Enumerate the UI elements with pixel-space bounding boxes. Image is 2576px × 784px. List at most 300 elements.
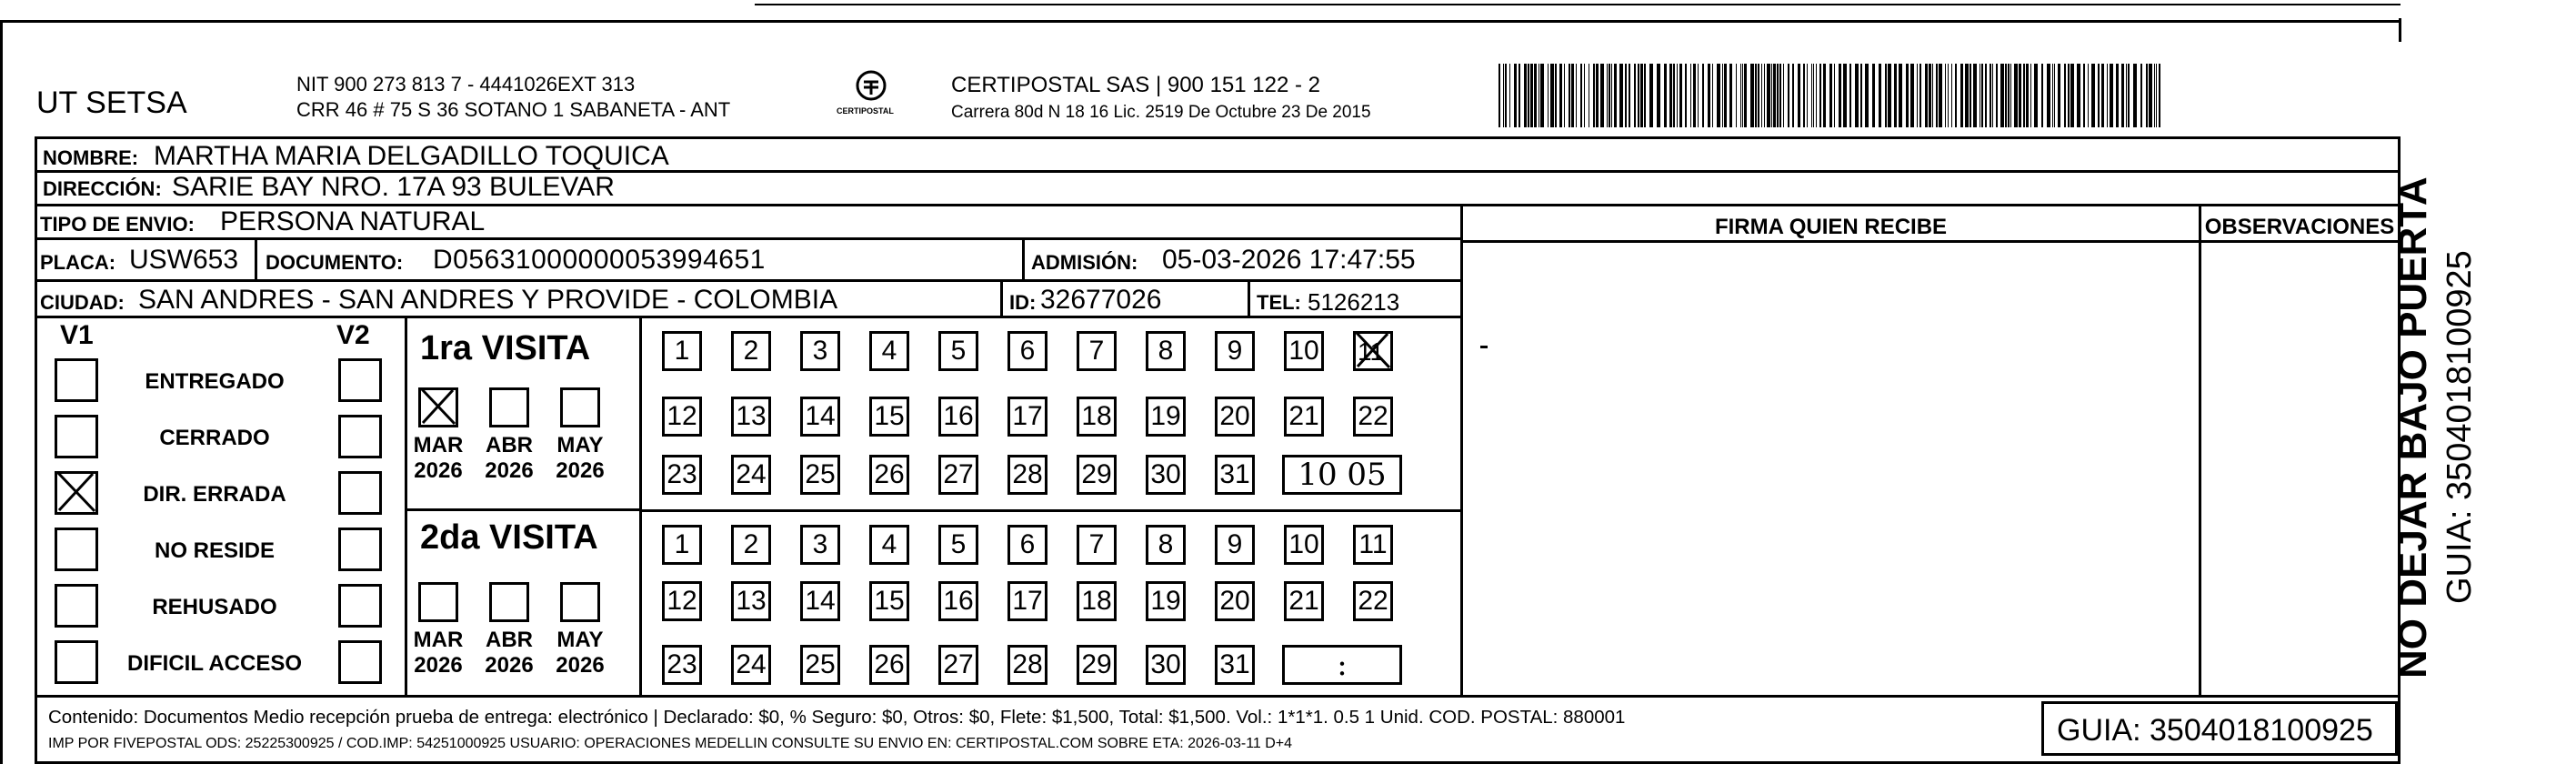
day-box[interactable] (1284, 525, 1324, 565)
barcode-bar (1625, 64, 1627, 127)
month-checkbox[interactable] (489, 582, 529, 622)
barcode-bar (1764, 64, 1765, 127)
barcode-bar (1640, 64, 1643, 127)
month-label (480, 628, 538, 678)
day-box[interactable] (1284, 397, 1324, 437)
v2-checkbox[interactable] (338, 640, 382, 684)
day-number: 17 (1012, 401, 1043, 431)
day-box[interactable] (662, 645, 702, 685)
barcode-bar (1816, 64, 1817, 127)
month-name: MAR (413, 433, 464, 457)
day-box[interactable] (1007, 455, 1047, 495)
day-number: 5 (950, 336, 967, 366)
tel-divider (1248, 282, 1250, 316)
barcode-bar (1829, 64, 1832, 127)
day-box[interactable] (662, 397, 702, 437)
day-box[interactable] (662, 331, 702, 371)
day-number: 26 (874, 459, 905, 489)
day-box[interactable] (869, 645, 909, 685)
barcode-bar (1990, 64, 1991, 127)
barcode-bar (2107, 64, 2108, 127)
status-option-label: REHUSADO (152, 595, 277, 619)
day-number: 9 (1227, 529, 1243, 559)
day-box[interactable] (938, 397, 978, 437)
barcode-bar (2154, 64, 2155, 127)
barcode-bar (1970, 64, 1971, 127)
footer-content: Contenido: Documentos Medio recepción prueba de entrega: electrónico | Declarado: $0, % Seguro: $0, Otros: $0, Flete: $1,500, Total: $1,500. Vol.: 1*1*1. 0.5 1 Unid. COD. POSTAL: 880001 (48, 707, 1626, 728)
barcode-bar (1555, 64, 1557, 127)
v2-checkbox[interactable] (338, 358, 382, 402)
barcode-bar (2101, 64, 2104, 127)
barcode-bar (1985, 64, 1987, 127)
day-number: 17 (1012, 586, 1043, 616)
day-number: 2 (743, 336, 759, 366)
barcode-bar (1584, 64, 1585, 127)
month-year: 2026 (485, 652, 534, 678)
day-box[interactable] (1353, 581, 1393, 621)
barcode-bar (1559, 64, 1562, 127)
barcode-bar (1614, 64, 1617, 127)
day-number: 11 (1358, 529, 1388, 559)
month-name: ABR (486, 628, 533, 652)
day-number: 13 (736, 586, 767, 616)
barcode-bar (1792, 64, 1794, 127)
barcode-bar (2058, 64, 2060, 127)
barcode-bar (2008, 64, 2010, 127)
day-number: 19 (1150, 586, 1181, 616)
time-value: : (1337, 647, 1348, 683)
id-divider (1000, 282, 1003, 316)
day-box[interactable] (869, 455, 909, 495)
day-number: 18 (1081, 586, 1112, 616)
barcode-bar (1564, 64, 1565, 127)
day-box[interactable] (1007, 645, 1047, 685)
barcode-bar (1798, 64, 1800, 127)
day-box[interactable] (1007, 397, 1047, 437)
day-box[interactable] (731, 581, 771, 621)
day-box[interactable] (731, 455, 771, 495)
v1-checkbox[interactable] (55, 358, 98, 402)
barcode-bar (1860, 64, 1862, 127)
barcode-bar (1742, 64, 1743, 127)
barcode-bar (1888, 64, 1891, 127)
tel-label: TEL: (1257, 291, 1301, 314)
barcode-bar (2121, 64, 2124, 127)
barcode-bar (1657, 64, 1660, 127)
day-box[interactable] (800, 455, 840, 495)
day-box[interactable] (1007, 581, 1047, 621)
status-section (35, 318, 407, 698)
barcode-bar (2010, 64, 2011, 127)
barcode-bar (1528, 64, 1529, 127)
month-year: 2026 (556, 652, 605, 678)
barcode-bar (1767, 64, 1770, 127)
barcode-bar (1509, 64, 1510, 127)
day-box[interactable] (1007, 331, 1047, 371)
day-number: 7 (1088, 336, 1105, 366)
barcode-bar (1740, 64, 1741, 127)
day-number: 15 (874, 586, 905, 616)
barcode-bar (1673, 64, 1675, 127)
barcode-bar (1951, 64, 1952, 127)
barcode-bar (1664, 64, 1667, 127)
barcode-bar (1807, 64, 1808, 127)
status-option-label: CERRADO (159, 426, 270, 450)
day-number: 19 (1150, 401, 1181, 431)
day-number: 14 (805, 401, 836, 431)
barcode-bar (1925, 64, 1928, 127)
visit1-days (642, 318, 1460, 509)
visit1-month-block (407, 318, 642, 511)
barcode-bar (1758, 64, 1759, 127)
day-box[interactable] (869, 397, 909, 437)
barcode-bar (2070, 64, 2074, 127)
firma-column-divider (1460, 204, 1463, 698)
day-box[interactable] (1077, 525, 1117, 565)
day-box[interactable] (1077, 645, 1117, 685)
barcode-bar (1698, 64, 1699, 127)
day-box[interactable] (1146, 331, 1186, 371)
day-box[interactable] (938, 581, 978, 621)
day-box[interactable] (1146, 645, 1186, 685)
day-box[interactable] (800, 331, 840, 371)
month-checkbox[interactable] (560, 582, 600, 622)
barcode-bar (1693, 64, 1696, 127)
v2-checkbox[interactable] (338, 528, 382, 571)
barcode-bar (2030, 64, 2031, 127)
day-number: 27 (943, 649, 974, 679)
id-value: 32677026 (1040, 285, 1162, 315)
barcode-bar (1823, 64, 1826, 127)
barcode-bar (1609, 64, 1610, 127)
visit2-days (642, 512, 1460, 698)
barcode-bar (1819, 64, 1821, 127)
day-number: 4 (881, 529, 897, 559)
barcode-bar (1736, 64, 1737, 127)
barcode-bar (1906, 64, 1909, 127)
day-number: 20 (1219, 401, 1250, 431)
day-box[interactable] (1146, 455, 1186, 495)
row-tipo (35, 204, 1462, 240)
day-number: 25 (805, 649, 836, 679)
day-box[interactable] (938, 331, 978, 371)
barcode-bar (1548, 64, 1549, 127)
day-number: 6 (1019, 336, 1036, 366)
side-guia: GUIA: 3504018100925 (2441, 250, 2479, 604)
barcode-bar (1948, 64, 1949, 127)
firma-dash (1480, 346, 1488, 348)
day-number: 22 (1358, 586, 1388, 616)
barcode-bar (1813, 64, 1814, 127)
day-number: 8 (1158, 336, 1174, 366)
day-box[interactable] (1146, 397, 1186, 437)
day-box[interactable] (662, 455, 702, 495)
barcode-bar (1685, 64, 1687, 127)
v2-checkbox[interactable] (338, 415, 382, 458)
barcode-bar (1803, 64, 1805, 127)
day-box[interactable] (1007, 525, 1047, 565)
id-label: ID: (1009, 291, 1037, 314)
barcode-bar (1929, 64, 1931, 127)
barcode-bar (2005, 64, 2007, 127)
day-box[interactable] (800, 581, 840, 621)
day-box[interactable] (731, 525, 771, 565)
direccion-label: DIRECCIÓN: (43, 177, 162, 200)
day-box[interactable] (1077, 331, 1117, 371)
barcode-bar (2091, 64, 2095, 127)
barcode-bar (1540, 64, 1544, 127)
month-year: 2026 (414, 652, 463, 678)
row-direccion (35, 170, 2401, 206)
v2-checkbox[interactable] (338, 471, 382, 515)
month-checkbox[interactable] (418, 582, 458, 622)
day-number: 24 (736, 649, 767, 679)
barcode-bar (1992, 64, 1993, 127)
admision-label: ADMISIÓN: (1031, 251, 1138, 274)
day-number: 12 (667, 401, 697, 431)
day-number: 10 (1288, 336, 1319, 366)
time-box[interactable] (1282, 645, 1402, 685)
barcode-bar (1849, 64, 1851, 127)
barcode-bar (1519, 64, 1520, 127)
day-box[interactable] (1353, 525, 1393, 565)
barcode-bar (2088, 64, 2089, 127)
ciudad-label: CIUDAD: (40, 291, 125, 314)
day-box[interactable] (1077, 581, 1117, 621)
day-box[interactable] (1146, 525, 1186, 565)
barcode-bar (1593, 64, 1595, 127)
day-box[interactable] (938, 525, 978, 565)
day-box[interactable] (800, 525, 840, 565)
barcode-bar (1899, 64, 1902, 127)
day-box[interactable] (869, 525, 909, 565)
day-number: 3 (812, 529, 828, 559)
barcode-bar (1505, 64, 1507, 127)
month-year: 2026 (414, 457, 463, 483)
day-number: 3 (812, 336, 828, 366)
tipo-value: PERSONA NATURAL (220, 206, 486, 236)
day-box[interactable] (662, 525, 702, 565)
barcode-bar (1724, 64, 1727, 127)
barcode-bar (2149, 64, 2152, 127)
placa-label: PLACA: (40, 251, 116, 274)
month-checkbox[interactable] (489, 387, 529, 427)
barcode-bar (1576, 64, 1577, 127)
day-box[interactable] (800, 645, 840, 685)
barcode-bar (1669, 64, 1672, 127)
barcode-bar (1534, 64, 1537, 127)
barcode-bar (2052, 64, 2053, 127)
v1-checkbox[interactable] (55, 528, 98, 571)
side-warning: NO DEJAR BAJO PUERTA (2391, 176, 2435, 678)
day-number: 1 (674, 336, 690, 366)
barcode-bar (1965, 64, 1969, 127)
visit2-title: 2da VISITA (420, 518, 598, 557)
barcode-bar (1839, 64, 1841, 127)
sender-name: UT SETSA (36, 85, 187, 120)
month-name: MAY (556, 433, 604, 457)
month-label (409, 628, 467, 678)
barcode-bar (1702, 64, 1704, 127)
day-number: 21 (1288, 401, 1319, 431)
barcode-bar (1690, 64, 1691, 127)
barcode-bar (1894, 64, 1897, 127)
barcode-bar (1761, 64, 1762, 127)
barcode-bar (2068, 64, 2070, 127)
admision-value: 05-03-2026 17:47:55 (1162, 245, 1416, 275)
barcode-bar (1580, 64, 1582, 127)
barcode-bar (1843, 64, 1847, 127)
barcode-bar (1571, 64, 1574, 127)
day-number: 16 (943, 401, 974, 431)
day-number: 6 (1019, 529, 1036, 559)
barcode-bar (2116, 64, 2119, 127)
barcode-bar (2047, 64, 2050, 127)
barcode-bar (1717, 64, 1720, 127)
barcode-bar (2034, 64, 2038, 127)
barcode-bar (1514, 64, 1517, 127)
time-value: 10 05 (1298, 457, 1387, 493)
day-number: 1 (674, 529, 690, 559)
placa-divider (255, 240, 257, 279)
day-box[interactable] (1215, 581, 1255, 621)
barcode-bar (2000, 64, 2004, 127)
barcode-bar (2019, 64, 2021, 127)
status-option-label: NO RESIDE (154, 538, 276, 563)
barcode (1498, 64, 2171, 127)
day-box[interactable] (731, 331, 771, 371)
documento-label: DOCUMENTO: (266, 251, 404, 274)
month-label (409, 433, 467, 483)
barcode-bar (1524, 64, 1527, 127)
month-year: 2026 (556, 457, 605, 483)
row-ciudad (35, 282, 1462, 318)
barcode-bar (1960, 64, 1963, 127)
day-box[interactable] (1284, 331, 1324, 371)
v1-checkbox[interactable] (55, 584, 98, 628)
placa-value: USW653 (129, 245, 239, 275)
carrier-address: Carrera 80d N 18 16 Lic. 2519 De Octubre 23 De 2015 (951, 103, 1371, 122)
day-number: 25 (805, 459, 836, 489)
day-box[interactable] (1353, 397, 1393, 437)
day-box[interactable] (1077, 397, 1117, 437)
barcode-bar (2126, 64, 2127, 127)
day-box[interactable] (869, 581, 909, 621)
footer-guia-box (2041, 701, 2398, 756)
barcode-bar (2026, 64, 2029, 127)
v1-checkbox[interactable] (55, 415, 98, 458)
barcode-bar (1919, 64, 1921, 127)
day-box[interactable] (869, 331, 909, 371)
month-name: MAR (413, 628, 464, 652)
barcode-bar (1783, 64, 1784, 127)
day-number: 11 (1358, 337, 1385, 366)
day-box[interactable] (1284, 581, 1324, 621)
v1-checkbox[interactable] (55, 471, 98, 515)
barcode-bar (1936, 64, 1938, 127)
barcode-bar (1596, 64, 1599, 127)
month-checkbox[interactable] (560, 387, 600, 427)
barcode-bar (2054, 64, 2055, 127)
barcode-bar (1569, 64, 1570, 127)
right-edge-tick (2399, 18, 2401, 42)
barcode-bar (1779, 64, 1781, 127)
check-x-icon (418, 387, 458, 427)
day-box[interactable] (1215, 455, 1255, 495)
firma-header: FIRMA QUIEN RECIBE (1714, 215, 1948, 239)
day-box[interactable] (731, 397, 771, 437)
day-number: 13 (736, 401, 767, 431)
day-number: 10 (1288, 529, 1319, 559)
day-box[interactable] (1215, 525, 1255, 565)
v2-label: V2 (336, 320, 370, 350)
barcode-bar (1834, 64, 1835, 127)
month-checkbox[interactable] (418, 387, 458, 427)
barcode-bar (1939, 64, 1942, 127)
barcode-bar (1729, 64, 1732, 127)
status-option-label: ENTREGADO (145, 369, 285, 394)
barcode-bar (1777, 64, 1779, 127)
time-box[interactable] (1282, 455, 1402, 495)
day-box[interactable] (938, 645, 978, 685)
barcode-bar (1945, 64, 1946, 127)
logo-text: CERTIPOSTAL (837, 106, 894, 116)
barcode-bar (1811, 64, 1812, 127)
day-box[interactable] (1215, 645, 1255, 685)
barcode-bar (1600, 64, 1604, 127)
barcode-bar (2014, 64, 2018, 127)
v2-checkbox[interactable] (338, 584, 382, 628)
day-number: 26 (874, 649, 905, 679)
day-number: 21 (1288, 586, 1319, 616)
row-nombre (35, 136, 2401, 173)
documento-value: D05631000000053994651 (433, 245, 766, 275)
day-number: 14 (805, 586, 836, 616)
day-box[interactable] (1215, 397, 1255, 437)
tel-value: 5126213 (1308, 288, 1400, 316)
barcode-bar (1530, 64, 1533, 127)
v1-checkbox[interactable] (55, 640, 98, 684)
day-number: 18 (1081, 401, 1112, 431)
day-box[interactable] (1077, 455, 1117, 495)
day-box[interactable] (731, 645, 771, 685)
day-box[interactable] (800, 397, 840, 437)
day-box[interactable] (938, 455, 978, 495)
row-placa (35, 240, 1462, 282)
day-box[interactable] (1353, 331, 1393, 371)
v1-label: V1 (60, 320, 94, 350)
carrier-name: CERTIPOSTAL SAS | 900 151 122 - 2 (951, 73, 1320, 97)
barcode-bar (1855, 64, 1859, 127)
barcode-bar (1973, 64, 1977, 127)
barcode-bar (1750, 64, 1754, 127)
barcode-bar (1619, 64, 1623, 127)
barcode-bar (1611, 64, 1612, 127)
footer-printing: IMP POR FIVEPOSTAL ODS: 25225300925 / COD.IMP: 54251000925 USUARIO: OPERACIONES MEDELLIN CONSULTE SU ENVIO EN: CERTIPOSTAL.COM SOBRE ETA: 2026-03-11 D+4 (48, 736, 1293, 751)
barcode-bar (1629, 64, 1630, 127)
status-option-label: DIR. ERRADA (143, 482, 286, 507)
day-number: 20 (1219, 586, 1250, 616)
barcode-bar (1712, 64, 1713, 127)
day-number: 29 (1081, 649, 1112, 679)
admision-divider (1022, 240, 1025, 279)
day-box[interactable] (1215, 331, 1255, 371)
day-number: 9 (1227, 336, 1243, 366)
day-box[interactable] (1146, 581, 1186, 621)
day-box[interactable] (662, 581, 702, 621)
barcode-bar (1644, 64, 1646, 127)
day-number: 28 (1012, 649, 1043, 679)
